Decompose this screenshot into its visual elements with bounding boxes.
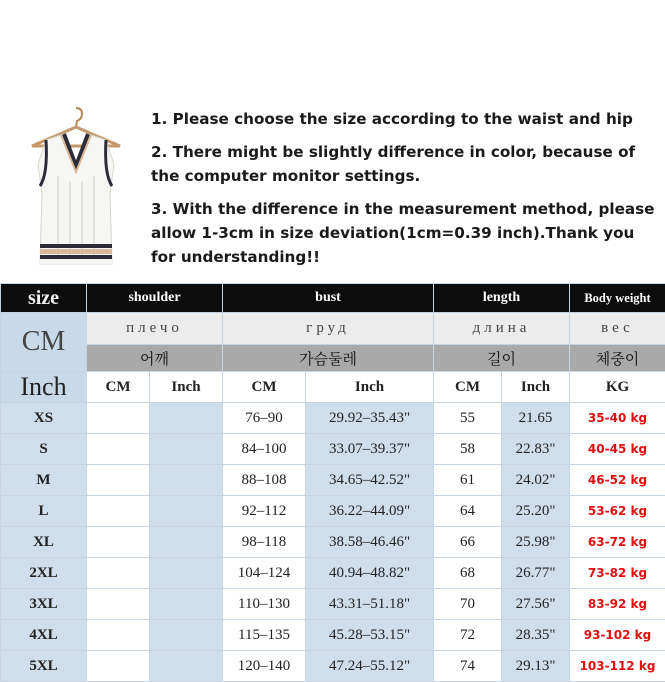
unit-cm-label: CM: [1, 313, 87, 372]
table-row: [1, 434, 665, 465]
bust-cm-cell: 84–100: [223, 434, 306, 465]
length-inch-cell: 25.20": [502, 496, 570, 527]
size-cell: S: [1, 434, 87, 465]
bust-inch-cell: 47.24–55.12": [306, 651, 434, 682]
bust-cm-cell: 92–112: [223, 496, 306, 527]
length-inch-cell: 24.02": [502, 465, 570, 496]
size-cell: 4XL: [1, 620, 87, 651]
size-cell: L: [1, 496, 87, 527]
length-inch-cell: 29.13": [502, 651, 570, 682]
bust-inch-cell: 43.31–51.18": [306, 589, 434, 620]
shoulder-inch-cell: [150, 620, 223, 651]
shoulder-cm-cell: [87, 465, 150, 496]
shoulder-inch-header: Inch: [150, 372, 223, 403]
table-row: [1, 651, 665, 682]
body-weight-cell: 93-102 kg: [570, 620, 665, 651]
length-cm-header: CM: [434, 372, 502, 403]
shoulder-inch-cell: [150, 465, 223, 496]
header-bust: bust: [223, 284, 434, 313]
length-inch-cell: 22.83": [502, 434, 570, 465]
bust-cm-cell: 115–135: [223, 620, 306, 651]
body-weight-cell: 103-112 kg: [570, 651, 665, 682]
table-row: [1, 465, 665, 496]
shoulder-cm-cell: [87, 403, 150, 434]
header-row: [1, 284, 665, 313]
ru-weight: вес: [570, 313, 665, 345]
ru-bust: груд: [223, 313, 434, 345]
shoulder-cm-cell: [87, 558, 150, 589]
length-inch-cell: 25.98": [502, 527, 570, 558]
shoulder-cm-header: CM: [87, 372, 150, 403]
length-inch-header: Inch: [502, 372, 570, 403]
size-cell: 2XL: [1, 558, 87, 589]
size-cell: 5XL: [1, 651, 87, 682]
bust-inch-cell: 29.92–35.43": [306, 403, 434, 434]
length-cm-cell: 61: [434, 465, 502, 496]
bust-cm-cell: 104–124: [223, 558, 306, 589]
note-1: 1. Please choose the size according to the waist and hip: [151, 107, 661, 131]
bust-inch-header: Inch: [306, 372, 434, 403]
bust-inch-cell: 38.58–46.46": [306, 527, 434, 558]
length-inch-cell: 21.65: [502, 403, 570, 434]
body-weight-cell: 63-72 kg: [570, 527, 665, 558]
body-weight-cell: 73-82 kg: [570, 558, 665, 589]
weight-kg-header: KG: [570, 372, 665, 403]
shoulder-cm-cell: [87, 620, 150, 651]
length-cm-cell: 74: [434, 651, 502, 682]
shoulder-cm-cell: [87, 651, 150, 682]
body-weight-cell: 53-62 kg: [570, 496, 665, 527]
size-cell: M: [1, 465, 87, 496]
table-row: [1, 527, 665, 558]
vest-product-image: [18, 104, 134, 279]
bust-inch-cell: 36.22–44.09": [306, 496, 434, 527]
ko-weight: 체중이: [570, 345, 665, 372]
body-weight-cell: 35-40 kg: [570, 403, 665, 434]
ru-length: длина: [434, 313, 570, 345]
length-cm-cell: 70: [434, 589, 502, 620]
table-row: [1, 558, 665, 589]
bust-inch-cell: 45.28–53.15": [306, 620, 434, 651]
table-row: [1, 620, 665, 651]
size-chart-table: [0, 283, 665, 682]
length-cm-cell: 68: [434, 558, 502, 589]
table-row: [1, 496, 665, 527]
bust-cm-cell: 76–90: [223, 403, 306, 434]
note-3: 3. With the difference in the measurement method, please allow 1-3cm in size deviation(1cm=0.39 inch).Thank you for understanding!!: [151, 197, 661, 269]
bust-cm-cell: 110–130: [223, 589, 306, 620]
bust-inch-cell: 34.65–42.52": [306, 465, 434, 496]
bust-cm-cell: 120–140: [223, 651, 306, 682]
unit-inch-label: Inch: [1, 372, 87, 403]
length-cm-cell: 58: [434, 434, 502, 465]
header-size: size: [1, 284, 87, 313]
body-weight-cell: 46-52 kg: [570, 465, 665, 496]
size-notes: [151, 107, 661, 278]
body-weight-cell: 83-92 kg: [570, 589, 665, 620]
length-inch-cell: 26.77": [502, 558, 570, 589]
shoulder-inch-cell: [150, 651, 223, 682]
length-inch-cell: 28.35": [502, 620, 570, 651]
korean-row: [1, 345, 665, 372]
table-row: [1, 403, 665, 434]
shoulder-inch-cell: [150, 434, 223, 465]
bust-inch-cell: 40.94–48.82": [306, 558, 434, 589]
bust-cm-header: CM: [223, 372, 306, 403]
length-inch-cell: 27.56": [502, 589, 570, 620]
shoulder-inch-cell: [150, 558, 223, 589]
shoulder-cm-cell: [87, 527, 150, 558]
note-2: 2. There might be slightly difference in color, because of the computer monitor settings.: [151, 140, 661, 188]
bust-cm-cell: 88–108: [223, 465, 306, 496]
size-cell: XL: [1, 527, 87, 558]
bust-cm-cell: 98–118: [223, 527, 306, 558]
shoulder-cm-cell: [87, 434, 150, 465]
shoulder-inch-cell: [150, 403, 223, 434]
shoulder-inch-cell: [150, 496, 223, 527]
ko-length: 길이: [434, 345, 570, 372]
shoulder-inch-cell: [150, 527, 223, 558]
shoulder-inch-cell: [150, 589, 223, 620]
size-cell: 3XL: [1, 589, 87, 620]
length-cm-cell: 55: [434, 403, 502, 434]
table-row: [1, 589, 665, 620]
header-body-weight: Body weight: [570, 284, 665, 313]
length-cm-cell: 64: [434, 496, 502, 527]
header-length: length: [434, 284, 570, 313]
bust-inch-cell: 33.07–39.37": [306, 434, 434, 465]
length-cm-cell: 66: [434, 527, 502, 558]
shoulder-cm-cell: [87, 589, 150, 620]
russian-row: [1, 313, 665, 345]
length-cm-cell: 72: [434, 620, 502, 651]
ko-bust: 가슴둘레: [223, 345, 434, 372]
body-weight-cell: 40-45 kg: [570, 434, 665, 465]
size-rows: [1, 403, 665, 682]
unit-row: [1, 372, 665, 403]
ru-shoulder: плечо: [87, 313, 223, 345]
size-cell: XS: [1, 403, 87, 434]
shoulder-cm-cell: [87, 496, 150, 527]
header-shoulder: shoulder: [87, 284, 223, 313]
ko-shoulder: 어깨: [87, 345, 223, 372]
